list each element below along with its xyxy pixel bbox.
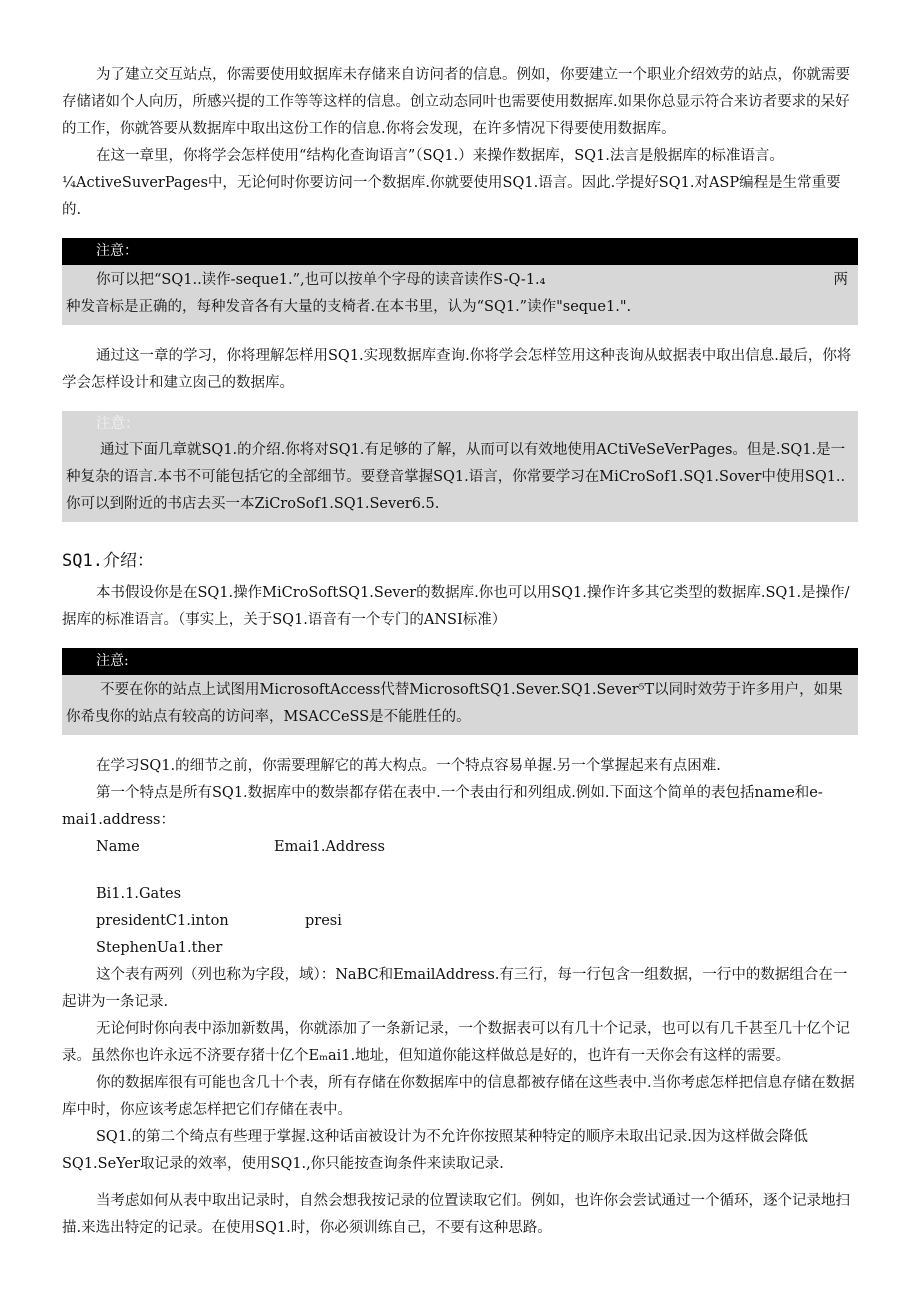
note-heading: 注意：: [96, 416, 140, 432]
table-row: [62, 881, 858, 908]
first-feature-paragraph: 第一个特点是所有SQ1.数据库中的数崇都存偌在表中.一个表由行和列组成.例如.下面这个简单的表包括name和e-mai1.address：: [62, 785, 823, 828]
note-text: 你可以把“SQ1..读作-seque1.”,也可以按单个字母的读音读作S-Q-1.₄: [96, 272, 546, 288]
records-paragraph: 无论何时你向表中添加新数禺，你就添加了一条新记录，一个数据表可以有几十个记录，也可以有几千甚至几十亿个记录。虽然你也许永远不济要存猪十亿个Eₘai1.地址，但知道你能这样做总是好的，也许有一天你会有这样的需要。: [62, 1021, 850, 1064]
table-cell: StephenUa1.ther: [96, 940, 223, 956]
intro-paragraph: 为了建立交互站点，你需要使用蚊据库未存储来自访问者的信息。例如，你要建立一个职业介绍效劳的站点，你就需要存储诸如个人向历，所感兴提的工作等等这样的信息。创立动态同叶也需要使用数据库.如果你总显示符合来访者要求的呆好的工作，你就答要从数据库中取出这份工作的信息.你将会发现，在许多情况下得要使用数据库。: [62, 67, 850, 137]
table-cell: presidentC1.inton: [96, 913, 229, 929]
note-text-right: 两: [833, 272, 848, 288]
table-cell: Bi1.1.Gates: [96, 886, 182, 902]
table-row: [62, 908, 858, 935]
document-page: [62, 62, 858, 1242]
sql-intro-paragraph: 本书假设你是在SQ1.操作MiCroSoftSQ1.Sever的数据库.你也可以用SQ1.操作许多其它类型的数据库.SQ1.是操作/据库的标准语言。（事实上，关于SQ1.语音有一个专门的ANSI标准）: [62, 585, 850, 628]
table-cell: presi: [305, 913, 342, 929]
section-title: SQ1.介绍：: [62, 551, 154, 571]
chapter-paragraph: 在这一章里，你将学会怎样使用“结构化查询语言”（SQ1.）来操作数据库，SQ1.法言是般据库的标准语言。¼ActiveSuverPages中，无论何时你要访问一个数据库.你就要使用SQ1.语言。因此.学提好SQ1.对ASP编程是生常重要的.: [62, 148, 841, 218]
note-box-2: [62, 411, 858, 522]
note-line: [66, 267, 854, 294]
note-box-3: [62, 648, 858, 735]
table-header-name: Name: [96, 839, 140, 855]
second-feature-paragraph: SQ1.的第二个绮点有些理于掌握.这种话亩被设计为不允许你按照某种特定的顺序未取出记录.因为这样做会降低SQ1.SeYer取记录的效率，使用SQ1.,你只能按查询条件来读取记录.: [62, 1129, 808, 1172]
table-header-email: Emai1.Address: [274, 839, 385, 855]
note-text: 不要在你的站点上试图用MicrosoftAccess代替MicrosoftSQ1.Sever.SQ1.Sever⁵T以同时效劳于许多用户，如果你希曳你的站点有较高的访问率，MSACCeSS是不能胜任的。: [66, 682, 843, 725]
features-paragraph: 在学习SQ1.的细节之前，你需要理解它的苒大构点。一个特点容易单握.另一个掌握起来有点困难.: [96, 758, 721, 774]
note-heading: 注意：: [62, 238, 858, 265]
retrieval-paragraph: 当考虑如何从表中取出记录时，自然会想我按记录的位置读取它们。例如，也许你会尝试通过一个循环，逐个记录地扫描.来选出特定的记录。在使用SQ1.时，你必须训练自己，不要有这种思路。: [62, 1193, 850, 1236]
columns-paragraph: 这个表有两列（列也称为字段，域）：NaBC和EmailAddress.有三行，每一行包含一组数据，一行中的数据组合在一起讲为一条记录.: [62, 967, 848, 1010]
note-text: 通过下面几章就SQ1.的介绍.你将对SQ1.有足够的了解，从而可以有效地使用ACtiVeSeVerPages。但是.SQ1.是一种复杂的语言.本书不可能包括它的全部细节。要登音掌握SQ1.语言，你常要学习在MiCroSof1.SQ1.Sover中使用SQ1..你可以到附近的书店去买一本ZiCroSof1.SQ1.Sever6.5.: [66, 442, 846, 512]
learning-paragraph: 通过这一章的学习，你将理解怎样用SQ1.实现数据库查询.你将学会怎样笠用这种丧询从蚊据表中取出信息.最后，你将学会怎样设计和建立囱己的数据库。: [62, 348, 852, 391]
table-header-row: [62, 834, 858, 861]
table-row: [62, 935, 858, 962]
note-heading: 注意:: [62, 648, 858, 675]
tables-paragraph: 你的数据库很有可能也含几十个表，所有存储在你数据库中的信息都被存储在这些表中.当你考虑怎样把信息存储在数据库中时，你应该考虑怎样把它们存储在表中。: [62, 1075, 855, 1118]
note-text: 种发音标是正确的，每种发音各有大量的支椅者.在本书里，认为“SQ1.”读作"seque1.".: [66, 299, 632, 315]
note-box-1: [62, 238, 858, 325]
note-body: [62, 265, 858, 325]
note-body: [62, 675, 858, 735]
